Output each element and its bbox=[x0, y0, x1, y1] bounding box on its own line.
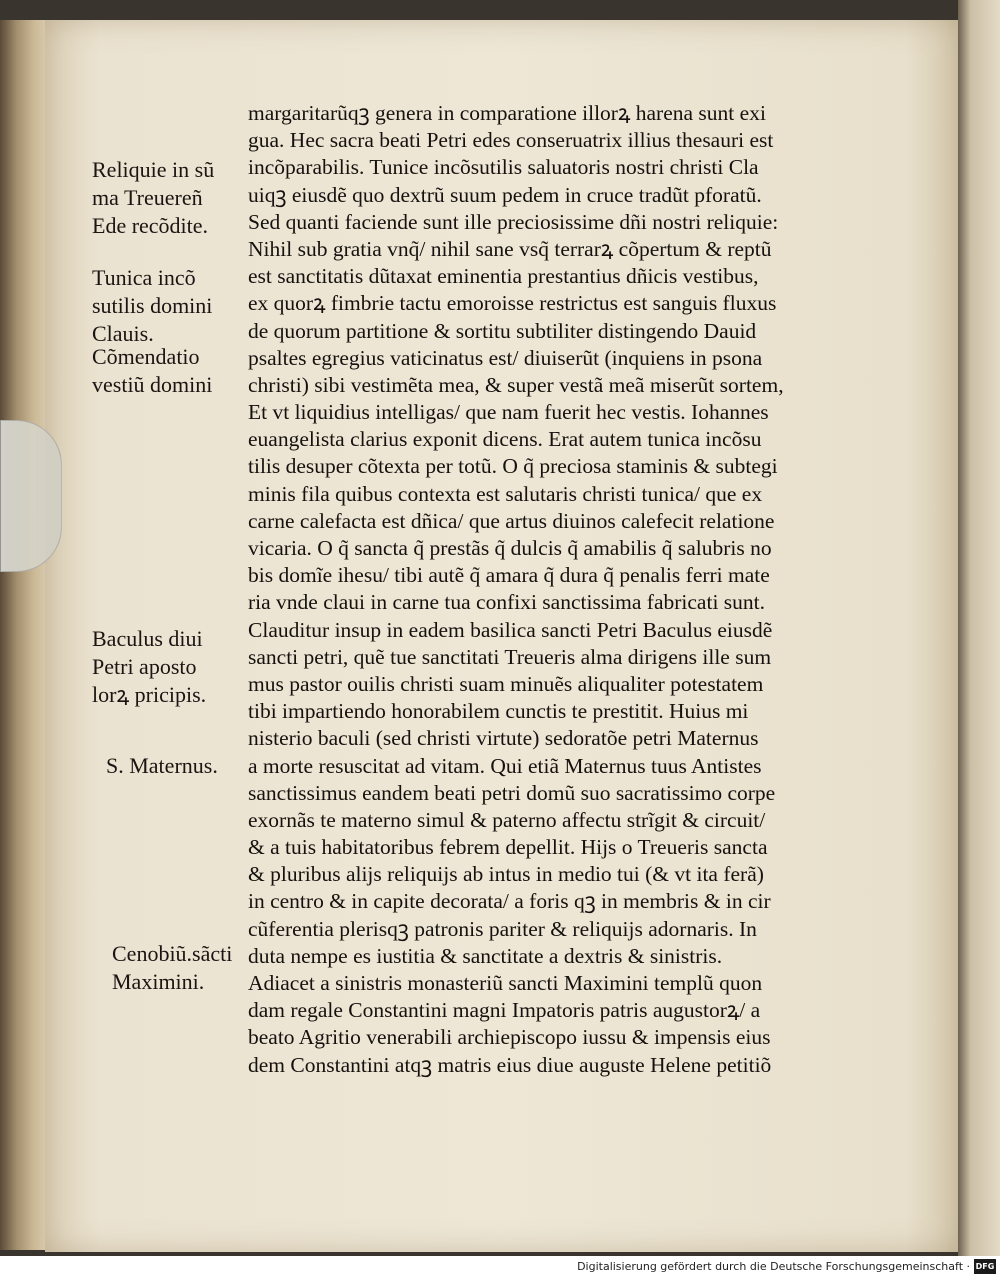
text-line: & a tuis habitatoribus febrem depellit. Hijs o Treueris sancta bbox=[248, 835, 768, 860]
text-line: duta nempe es iustitia & sanctitate a dextris & sinistris. bbox=[248, 943, 723, 968]
margin-note-line: lorꝝ pricipis. bbox=[92, 682, 207, 707]
text-line: dam regale Constantini magni Impatoris patris augustorꝝ/ a bbox=[248, 998, 761, 1023]
margin-note-line: ma Treuereñ bbox=[92, 185, 203, 210]
margin-note-line: Cõmendatio bbox=[92, 344, 200, 369]
text-line: Adiacet a sinistris monasteriũ sancti Maximini templũ quon bbox=[248, 971, 763, 995]
margin-note-commendatio bbox=[92, 343, 252, 399]
margin-note-line: Ede recõdite. bbox=[92, 213, 209, 238]
text-line: carne calefacta est dñica/ que artus diuinos calefecit relatione bbox=[248, 508, 775, 533]
margin-note-reliquie bbox=[92, 156, 252, 240]
facing-page-edge bbox=[958, 0, 1000, 1256]
text-line: dem Constantini atqꝫ matris eius diue auguste Helene petitiõ bbox=[248, 1052, 772, 1077]
text-line: euangelista clarius exponit dicens. Erat autem tunica incõsu bbox=[248, 427, 762, 452]
text-line: ria vnde claui in carne tua confixi sanctissima fabricati sunt. bbox=[248, 590, 766, 615]
margin-notes bbox=[92, 0, 252, 1100]
margin-note-baculus bbox=[92, 625, 252, 709]
margin-note-maternus bbox=[106, 752, 266, 780]
margin-note-line: sutilis domini bbox=[92, 293, 213, 318]
page-clip bbox=[0, 420, 62, 572]
text-line: nisterio baculi (sed christi virtute) sedoratõe petri Maternus bbox=[248, 726, 759, 751]
margin-note-line: Maximini. bbox=[112, 969, 205, 994]
dfg-logo: DFG bbox=[974, 1259, 996, 1274]
margin-note-line: Clauis. bbox=[92, 321, 154, 346]
text-line: minis fila quibus contexta est salutaris christi tunica/ que ex bbox=[248, 481, 763, 506]
text-line: Nihil sub gratia vnq̃/ nihil sane vsq̃ terrarꝝ cõpertum & reptũ bbox=[248, 236, 772, 261]
text-line: incõparabilis. Tunice incõsutilis saluatoris nostri christi Cla bbox=[248, 155, 759, 180]
margin-note-line: S. Maternus. bbox=[106, 753, 218, 778]
text-line: vicaria. O q̃ sancta q̃ prestãs q̃ dulcis q̃ amabilis q̃ salubris no bbox=[248, 536, 772, 560]
margin-note-line: Petri aposto bbox=[92, 654, 197, 679]
text-line: Clauditur insup in eadem basilica sancti Petri Baculus eiusdẽ bbox=[248, 617, 773, 642]
margin-note-line: Cenobiũ.sãcti bbox=[112, 941, 233, 966]
text-line: christi) sibi vestimẽta mea, & super vestã meã miserũt sortem, bbox=[248, 372, 784, 397]
funding-notice: Digitalisierung gefördert durch die Deutsche Forschungsgemeinschaft · bbox=[577, 1260, 970, 1273]
text-line: de quorum partitione & sortitu subtiliter distingendo Dauid bbox=[248, 318, 757, 343]
text-line: uiqꝫ eiusdẽ quo dextrũ suum pedem in cruce tradũt pforatũ. bbox=[248, 182, 762, 207]
text-line: est sanctitatis dũtaxat eminentia prestantius dñicis vestibus, bbox=[248, 264, 759, 289]
text-line: Et vt liquidius intelligas/ que nam fuerit hec vestis. Iohannes bbox=[248, 400, 769, 425]
text-line: bis domĩe ihesu/ tibi autẽ q̃ amara q̃ dura q̃ penalis ferri mate bbox=[248, 563, 770, 588]
text-line: cũferentia plerisqꝫ patronis pariter & reliquijs adornaris. In bbox=[248, 916, 757, 941]
text-line: ex quorꝝ fimbrie tactu emoroisse restrictus est sanguis fluxus bbox=[248, 291, 777, 316]
text-line: gua. Hec sacra beati Petri edes conseruatrix illius thesauri est bbox=[248, 128, 774, 153]
text-line: exornãs te materno simul & paterno affectu strĩgit & circuit/ bbox=[248, 807, 766, 832]
text-line: sancti petri, quẽ tue sanctitati Treueris alma dirigens ille sum bbox=[248, 644, 772, 669]
book-binding bbox=[0, 20, 48, 1250]
text-line: sanctissimus eandem beati petri domũ suo sacratissimo corpe bbox=[248, 780, 776, 805]
text-line: & pluribus alijs reliquijs ab intus in medio tui (& vt ita ferã) bbox=[248, 862, 764, 887]
margin-note-line: Reliquie in sũ bbox=[92, 157, 215, 182]
margin-note-line: Baculus diui bbox=[92, 626, 203, 651]
margin-note-line: vestiũ domini bbox=[92, 372, 213, 397]
text-line: a morte resuscitat ad vitam. Qui etiã Maternus tuus Antistes bbox=[248, 753, 762, 778]
margin-note-line: Tunica incõ bbox=[92, 265, 196, 290]
text-line: beato Agritio venerabili archiepiscopo iussu & impensis eius bbox=[248, 1025, 771, 1050]
body-text bbox=[248, 100, 888, 1079]
text-line: in centro & in capite decorata/ a foris qꝫ in membris & in cir bbox=[248, 889, 771, 914]
text-line: tilis desuper cõtexta per totũ. O q̃ preciosa staminis & subtegi bbox=[248, 454, 778, 479]
text-line: margaritarũqꝫ genera in comparatione illorꝝ harena sunt exi bbox=[248, 101, 766, 125]
text-line: psaltes egregius vaticinatus est/ diuiserũt (inquiens in psona bbox=[248, 345, 763, 370]
text-line: mus pastor ouilis christi suam minuẽs aliqualiter potestatem bbox=[248, 671, 764, 696]
text-line: Sed quanti faciende sunt ille preciosissime dñi nostri reliquie: bbox=[248, 209, 779, 234]
footer-bar bbox=[0, 1256, 1000, 1278]
text-line: tibi impartiendo honorabilem cunctis te prestitit. Huius mi bbox=[248, 699, 749, 724]
margin-note-tunica bbox=[92, 264, 252, 348]
